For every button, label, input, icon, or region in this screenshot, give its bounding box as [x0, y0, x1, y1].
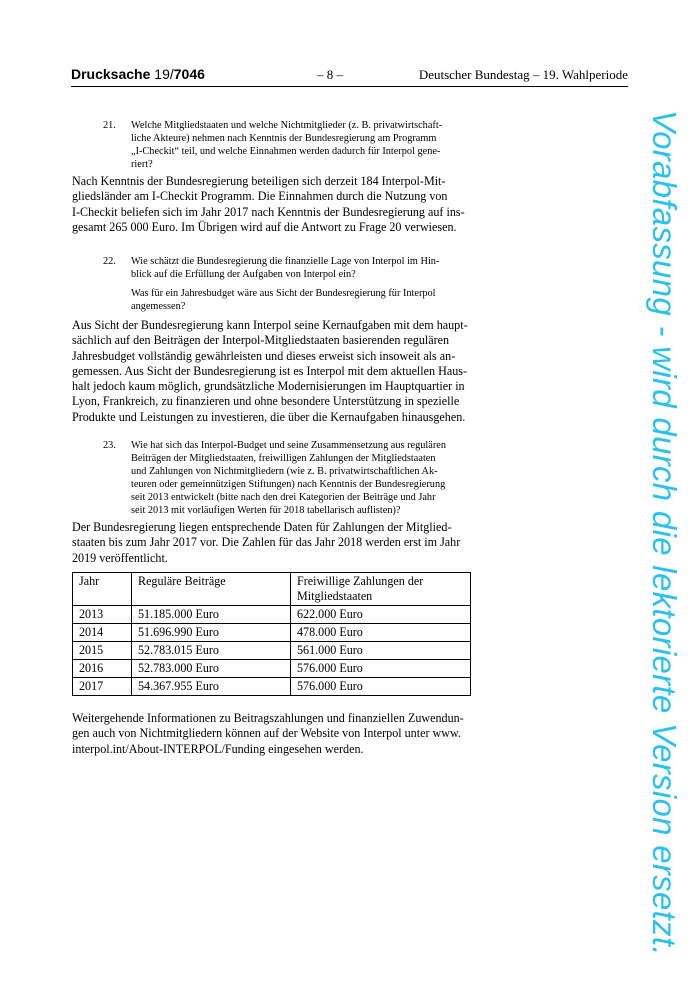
text-line: „I-Checkit“ teil, und welche Einnahmen werden dadurch für Interpol gene-	[131, 146, 441, 157]
question-number: 23.	[103, 440, 116, 451]
table-cell: 576.000 Euro	[291, 678, 471, 696]
text-line: gesamt 265 000 Euro. Im Übrigen wird auf die Antwort zu Frage 20 verwiesen.	[72, 219, 457, 234]
text-line: Produkte und Leistungen zu investieren, die über die Kernaufgaben hinausgehen.	[72, 409, 466, 424]
text-line: gemessen. Aus Sicht der Bundesregierung ist es Interpol mit dem aktuellen Haus-	[72, 363, 467, 378]
table-cell: 2014	[73, 624, 132, 642]
text-line: seit 2013 entwickelt (bitte nach den drei Kategorien der Beiträge und Jahr	[131, 492, 436, 503]
contributions-table	[72, 572, 471, 696]
table-cell: 2015	[73, 642, 132, 660]
text-line: Beiträgen der Mitgliedstaaten, freiwilligen Zahlungen der Mitgliedstaaten	[131, 453, 436, 464]
doc-number-prefix: 19/	[154, 66, 174, 82]
table-cell: 52.783.000 Euro	[132, 660, 291, 678]
text-line: gliedsländer am I-Checkit Programm. Die Einnahmen durch die Nutzung von	[72, 189, 448, 204]
text-line: Wie schätzt die Bundesregierung die finanzielle Lage von Interpol im Hin-	[131, 256, 440, 267]
text-line: teuren oder gemeinnützigen Stiftungen) nach Kenntnis der Bundesregierung	[131, 479, 446, 490]
table-cell: 52.783.015 Euro	[132, 642, 291, 660]
question-number: 22.	[103, 256, 116, 267]
doc-label: Drucksache	[71, 66, 151, 82]
draft-watermark	[632, 110, 692, 956]
text-line: liche Akteure) nehmen nach Kenntnis der Bundesregierung am Programm	[131, 133, 437, 144]
institution: Deutscher Bundestag – 19. Wahlperiode	[418, 67, 628, 82]
text-line: Welche Mitgliedstaaten und welche Nichtmitglieder (z. B. privatwirtschaft-	[131, 120, 443, 131]
table-row	[73, 624, 471, 642]
table-cell: 51.185.000 Euro	[132, 606, 291, 624]
table-header: Freiwillige Zahlungen der Mitgliedstaaten	[291, 573, 471, 606]
text-line: riert?	[131, 159, 153, 170]
question-number: 21.	[103, 120, 116, 131]
text-line: Jahresbudget vollständig gewährleisten und dieses erweist sich insoweit als an-	[72, 348, 456, 363]
table-row	[73, 606, 471, 624]
question-21	[131, 119, 471, 171]
text-line: gen auch von Nichtmitgliedern können auf der Website von Interpol unter www.	[72, 726, 461, 741]
answer-21	[72, 174, 471, 235]
question-22	[131, 255, 471, 313]
table-cell: 622.000 Euro	[291, 606, 471, 624]
text-line: Was für ein Jahresbudget wäre aus Sicht der Bundesregierung für Interpol	[131, 288, 436, 299]
text-line: 2019 veröffentlicht.	[72, 550, 168, 565]
table-cell: 2016	[73, 660, 132, 678]
text-line: Wie hat sich das Interpol-Budget und seine Zusammensetzung aus regulären	[131, 440, 446, 451]
doc-number: 7046	[173, 66, 205, 82]
text-line: Nach Kenntnis der Bundesregierung beteiligen sich derzeit 184 Interpol-Mit-	[72, 174, 446, 188]
table-cell: 2013	[73, 606, 132, 624]
text-line: Lyon, Frankreich, zu finanzieren und ohne besondere Unterstützung in spezielle	[72, 394, 460, 409]
table-cell: 478.000 Euro	[291, 624, 471, 642]
table-header: Jahr	[73, 573, 132, 606]
text-line: sächlich auf den Beiträgen der Interpol-Mitgliedstaaten basierenden regulären	[72, 333, 450, 348]
text-line: Aus Sicht der Bundesregierung kann Interpol seine Kernaufgaben mit dem haupt-	[72, 318, 468, 332]
document-number	[71, 66, 205, 82]
page-header	[71, 66, 628, 87]
text-line: Der Bundesregierung liegen entsprechende Daten für Zahlungen der Mitglied-	[72, 520, 452, 534]
closing-paragraph	[72, 711, 471, 757]
table-cell: 2017	[73, 678, 132, 696]
table-header: Reguläre Beiträge	[132, 573, 291, 606]
table-cell: 576.000 Euro	[291, 660, 471, 678]
watermark-text: Vorabfassung - wird durch die lektorierte Version ersetzt.	[646, 110, 683, 956]
text-line: interpol.int/About-INTERPOL/Funding eingesehen werden.	[72, 741, 364, 756]
page-number: – 8 –	[317, 67, 343, 82]
text-line: Weitergehende Informationen zu Beitragszahlungen und finanziellen Zuwendun-	[72, 711, 464, 725]
text-line: seit 2013 mit vorläufigen Werten für 2018 tabellarisch auflisten)?	[131, 505, 401, 516]
text-line: staaten bis zum Jahr 2017 vor. Die Zahlen für das Jahr 2018 werden erst im Jahr	[72, 535, 461, 550]
answer-22	[72, 318, 471, 425]
text-line: und Zahlungen von Nichtmitgliedern (wie z. B. privatwirtschaftlichen Ak-	[131, 466, 438, 477]
text-line: halt jedoch kaum möglich, grundsätzliche Modernisierungen im Hauptquartier in	[72, 379, 465, 394]
table-cell: 54.367.955 Euro	[132, 678, 291, 696]
answer-23	[72, 520, 471, 566]
text-line: blick auf die Erfüllung der Aufgaben von Interpol ein?	[131, 269, 356, 280]
text-line: angemessen?	[131, 301, 186, 312]
table-header-row	[73, 573, 471, 606]
table-row	[73, 642, 471, 660]
table-cell: 561.000 Euro	[291, 642, 471, 660]
table-row	[73, 660, 471, 678]
text-line: I-Checkit beliefen sich im Jahr 2017 nach Kenntnis der Bundesregierung auf ins-	[72, 204, 465, 219]
question-23	[131, 439, 471, 517]
table-cell: 51.696.990 Euro	[132, 624, 291, 642]
table-row	[73, 678, 471, 696]
